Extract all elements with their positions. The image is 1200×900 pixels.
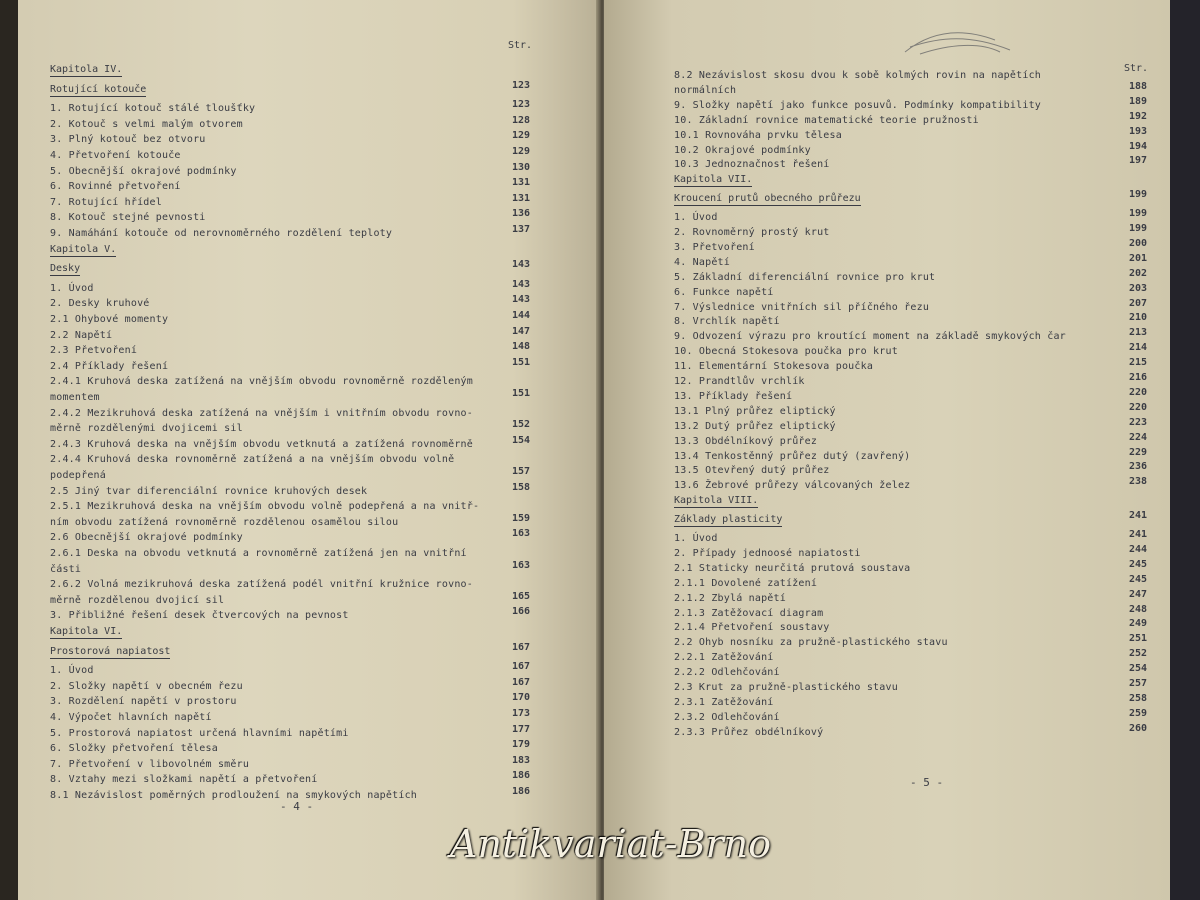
toc-entry: 1. Úvod (674, 533, 718, 544)
page-ref: 143 (512, 259, 531, 271)
page-number: - 4 - (280, 800, 314, 813)
toc-entry: 7. Rotující hřídel (50, 196, 162, 208)
toc-entry: 9. Namáhání kotouče od nerovnoměrného rozdělení teploty (50, 228, 393, 239)
toc-entry: 2.2 Napětí (50, 329, 113, 341)
toc-entry: 6. Rovinné přetvoření (50, 181, 181, 193)
toc-entry: 5. Prostorová napiatost určená hlavními napětími (50, 727, 349, 739)
page-ref: 194 (1129, 140, 1148, 152)
watermark: Antikvariat-Brno (450, 822, 772, 866)
toc-entry: 9. Odvození výrazu pro kroutící moment na základě smykových čar (674, 331, 1066, 343)
toc-entry: 13. Příklady řešení (674, 390, 793, 402)
toc-entry: 2.3.1 Zatěžování (674, 696, 774, 708)
page-ref: 238 (1129, 476, 1148, 488)
toc-entry: 1. Rotující kotouč stálé tloušťky (50, 103, 256, 115)
section-heading: Kroucení prutů obecného průřezu (674, 193, 861, 205)
page-ref: 229 (1129, 446, 1148, 458)
toc-entry: 7. Přetvoření v libovolném směru (50, 758, 250, 770)
page-ref: 137 (512, 224, 531, 235)
toc-entry: 2.1.3 Zatěžovací diagram (674, 607, 824, 619)
toc-entry: 6. Složky přetvoření tělesa (50, 743, 218, 755)
section-heading: Kapitola VI. (50, 626, 123, 637)
page-ref: 223 (1129, 416, 1148, 428)
page-ref: 189 (1129, 95, 1148, 107)
page-ref: 123 (512, 99, 531, 111)
toc-entry: 2.3.3 Průřez obdélníkový (674, 726, 824, 738)
toc-entry: části (50, 563, 82, 575)
toc-entry: 8. Kotouč stejné pevnosti (50, 212, 206, 224)
toc-entry: 1. Úvod (674, 212, 718, 224)
toc-entry: 2.2 Ohyb nosníku za pružně-plastického stavu (674, 637, 948, 649)
page-ref: 177 (512, 723, 531, 735)
toc-entry: 2.6.1 Deska na obvodu vetknutá a rovnoměrně zatížená jen na vnitřní (50, 548, 467, 559)
page-ref: 128 (512, 114, 531, 126)
page-ref: 167 (512, 641, 531, 653)
toc-entry: 2.3 Přetvoření (50, 345, 138, 357)
page-ref: 202 (1129, 267, 1148, 279)
page-ref: 167 (512, 661, 531, 673)
page-ref: 251 (1129, 633, 1148, 645)
page-ref: 159 (512, 512, 531, 524)
page-ref: 148 (512, 341, 531, 353)
page-ref: 131 (512, 192, 531, 204)
page-ref: 248 (1129, 603, 1148, 615)
toc-entry: 2. Případy jednoosé napiatosti (674, 547, 861, 559)
toc-entry: 2.4.3 Kruhová deska na vnějším obvodu vetknutá a zatížená rovnoměrně (50, 438, 473, 450)
page-ref: 245 (1129, 573, 1148, 585)
toc-entry: 2.1 Staticky neurčitá prutová soustava (674, 562, 911, 574)
toc-entry: 2.1 Ohybové momenty (50, 314, 169, 325)
page-ref: 163 (512, 559, 531, 571)
toc-entry: 11. Elementární Stokesova poučka (674, 361, 874, 373)
page-ref: 147 (512, 325, 531, 337)
section-heading: Rotující kotouče (50, 83, 147, 95)
toc-entry: 2.2.1 Zatěžování (674, 652, 774, 664)
page-ref: 130 (512, 161, 531, 173)
page-ref: 241 (1129, 510, 1148, 522)
page-ref: 166 (512, 606, 531, 618)
toc-entry: 6. Funkce napětí (674, 286, 774, 298)
toc-entry: 3. Plný kotouč bez otvoru (50, 134, 206, 146)
page-ref: 193 (1129, 125, 1148, 137)
str-label: Str. (1124, 63, 1149, 74)
page-ref: 200 (1129, 237, 1148, 249)
toc-entry: 2.6.2 Volná mezikruhová deska zatížená podél vnitřní kružnice rovno- (50, 579, 473, 591)
toc-entry: 13.6 Žebrové průřezy válcovaných želez (674, 480, 911, 492)
toc-entry: 2.4.1 Kruhová deska zatížená na vnějším obvodu rovnoměrně rozděleným (50, 376, 473, 388)
page-ref: 199 (1129, 189, 1148, 201)
page-ref: 186 (512, 786, 531, 797)
page-ref: 224 (1129, 431, 1148, 443)
toc-entry: 8. Vrchlík napětí (674, 316, 780, 328)
page-ref: 245 (1129, 558, 1148, 570)
page-ref: 254 (1129, 663, 1148, 675)
page-ref: 129 (512, 130, 531, 142)
toc-entry: 2.1.1 Dovolené zatížení (674, 577, 818, 589)
section-heading: Desky (50, 263, 81, 275)
toc-entry: 12. Prandtlův vrchlík (674, 376, 805, 387)
section-heading: Kapitola VIII. (674, 495, 759, 507)
toc-entry: momentem (50, 392, 100, 403)
section-heading: Základy plasticity (674, 514, 783, 526)
page-ref: 151 (512, 356, 531, 368)
toc-entry: 8.1 Nezávislost poměrných prodloužení na smykových napětích (50, 790, 418, 801)
page-ref: 215 (1129, 357, 1148, 369)
toc-entry: 4. Napětí (674, 256, 730, 268)
page-ref: 207 (1129, 297, 1148, 309)
page-ref: 123 (512, 79, 531, 91)
page-ref: 136 (512, 208, 531, 220)
page-ref: 131 (512, 177, 531, 189)
toc-entry: 10.1 Rovnováha prvku tělesa (674, 129, 842, 141)
toc-entry: 9. Složky napětí jako funkce posuvů. Podmínky kompatibility (674, 99, 1042, 111)
page-ref: 244 (1129, 543, 1148, 555)
page-ref: 259 (1129, 707, 1148, 719)
toc-entry: 2. Rovnoměrný prostý krut (674, 227, 830, 238)
pencil-scribble (900, 22, 1020, 62)
toc-entry: 2.3.2 Odlehčování (674, 711, 780, 723)
page-ref: 258 (1129, 692, 1148, 704)
page-edge (1170, 0, 1200, 900)
page-ref: 199 (1129, 223, 1148, 234)
section-heading: Prostorová napiatost (50, 645, 171, 657)
page-ref: 260 (1129, 722, 1148, 734)
toc-entry: 13.5 Otevřený dutý průřez (674, 465, 830, 477)
page-ref: 173 (512, 708, 531, 719)
toc-entry: 2.2.2 Odlehčování (674, 667, 780, 679)
toc-entry: 10. Obecná Stokesova poučka pro krut (674, 346, 898, 358)
toc-entry: 7. Výslednice vnitřních sil příčného řezu (674, 301, 930, 313)
toc-entry: 5. Základní diferenciální rovnice pro krut (674, 271, 936, 283)
page-ref: 143 (512, 278, 531, 290)
page-ref: 220 (1129, 386, 1148, 398)
toc-entry: 2.4.4 Kruhová deska rovnoměrně zatížená a na vnějším obvodu volně (50, 454, 455, 466)
toc-entry: 2.1.2 Zbylá napětí (674, 592, 786, 604)
page-ref: 192 (1129, 110, 1148, 122)
page-ref: 257 (1129, 678, 1148, 689)
toc-entry: 8. Vztahy mezi složkami napětí a přetvoření (50, 774, 318, 786)
toc-entry: 2.1.4 Přetvoření soustavy (674, 622, 830, 634)
toc-entry: 3. Přibližné řešení desek čtvercových na pevnost (50, 610, 349, 622)
str-label: Str. (508, 40, 533, 51)
toc-entry: 10.2 Okrajové podmínky (674, 144, 811, 156)
toc-entry: 13.1 Plný průřez eliptický (674, 405, 836, 417)
page-ref: 252 (1129, 648, 1148, 660)
page-ref: 151 (512, 388, 531, 399)
section-heading: Kapitola VII. (674, 174, 753, 186)
toc-entry: 3. Přetvoření (674, 241, 755, 253)
page-ref: 247 (1129, 588, 1148, 600)
page-ref: 165 (512, 590, 531, 602)
page-ref: 199 (1129, 208, 1148, 220)
page-ref: 213 (1129, 327, 1148, 339)
toc-entry: měrně rozdělenými dvojicemi sil (50, 423, 243, 435)
toc-entry: 8.2 Nezávislost skosu dvou k sobě kolmých rovin na napětích (674, 70, 1042, 81)
toc-entry: 1. Úvod (50, 282, 94, 294)
page-ref: 183 (512, 754, 531, 766)
right-page (604, 0, 1170, 900)
toc-entry: 13.4 Tenkostěnný průřez dutý (zavřený) (674, 450, 911, 462)
page-ref: 186 (512, 770, 531, 782)
toc-entry: 2. Desky kruhové (50, 298, 150, 310)
page-ref: 143 (512, 294, 531, 306)
toc-entry: 3. Rozdělení napětí v prostoru (50, 696, 237, 708)
toc-entry: 2.3 Krut za pružně-plastického stavu (674, 682, 898, 693)
toc-entry: 10.3 Jednoznačnost řešení (674, 159, 830, 171)
page-ref: 158 (512, 481, 531, 493)
toc-entry: 2.5.1 Mezikruhová deska na vnějším obvodu volně podepřená a na vnitř- (50, 501, 480, 513)
page-ref: 220 (1129, 401, 1148, 413)
page-ref: 144 (512, 310, 531, 321)
page-ref: 210 (1129, 312, 1148, 324)
page-ref: 188 (1129, 80, 1148, 92)
toc-entry: 13.2 Dutý průřez eliptický (674, 420, 836, 432)
toc-entry: 4. Výpočet hlavních napětí (50, 712, 212, 723)
toc-entry: 2. Kotouč s velmi malým otvorem (50, 118, 243, 130)
toc-entry: 5. Obecnější okrajové podmínky (50, 165, 237, 177)
page-ref: 152 (512, 419, 531, 431)
page-ref: 154 (512, 434, 531, 446)
page-ref: 197 (1129, 155, 1148, 167)
page-ref: 236 (1129, 461, 1148, 473)
page-ref: 203 (1129, 282, 1148, 294)
toc-entry: 2.5 Jiný tvar diferenciální rovnice kruhových desek (50, 485, 368, 497)
toc-entry: 2. Složky napětí v obecném řezu (50, 680, 243, 692)
page-ref: 241 (1129, 529, 1148, 540)
page-ref: 201 (1129, 252, 1148, 264)
toc-entry: 2.4.2 Mezikruhová deska zatížená na vnějším i vnitřním obvodu rovno- (50, 407, 473, 419)
page-ref: 179 (512, 739, 531, 751)
page-ref: 214 (1129, 342, 1148, 354)
page-number: - 5 - (910, 776, 944, 789)
toc-entry: 2.6 Obecnější okrajové podmínky (50, 532, 243, 544)
page-ref: 157 (512, 466, 531, 477)
toc-entry: 13.3 Obdélníkový průřez (674, 435, 818, 447)
section-heading: Kapitola IV. (50, 64, 123, 75)
toc-entry: 1. Úvod (50, 665, 94, 677)
toc-entry: měrně rozdělenou dvojicí sil (50, 594, 225, 606)
left-page (18, 0, 600, 900)
page-ref: 163 (512, 528, 531, 540)
section-heading: Kapitola V. (50, 243, 117, 255)
page-ref: 216 (1129, 372, 1148, 383)
toc-entry: normálních (674, 84, 737, 96)
toc-entry: ním obvodu zatížená rovnoměrně rozdělenou osamělou silou (50, 516, 399, 528)
page-ref: 249 (1129, 618, 1148, 630)
toc-entry: podepřená (50, 470, 106, 481)
page-ref: 170 (512, 692, 531, 704)
toc-entry: 4. Přetvoření kotouče (50, 150, 181, 161)
toc-entry: 10. Základní rovnice matematické teorie pružnosti (674, 114, 979, 126)
page-ref: 129 (512, 146, 531, 157)
toc-entry: 2.4 Příklady řešení (50, 360, 169, 372)
page-ref: 167 (512, 676, 531, 688)
